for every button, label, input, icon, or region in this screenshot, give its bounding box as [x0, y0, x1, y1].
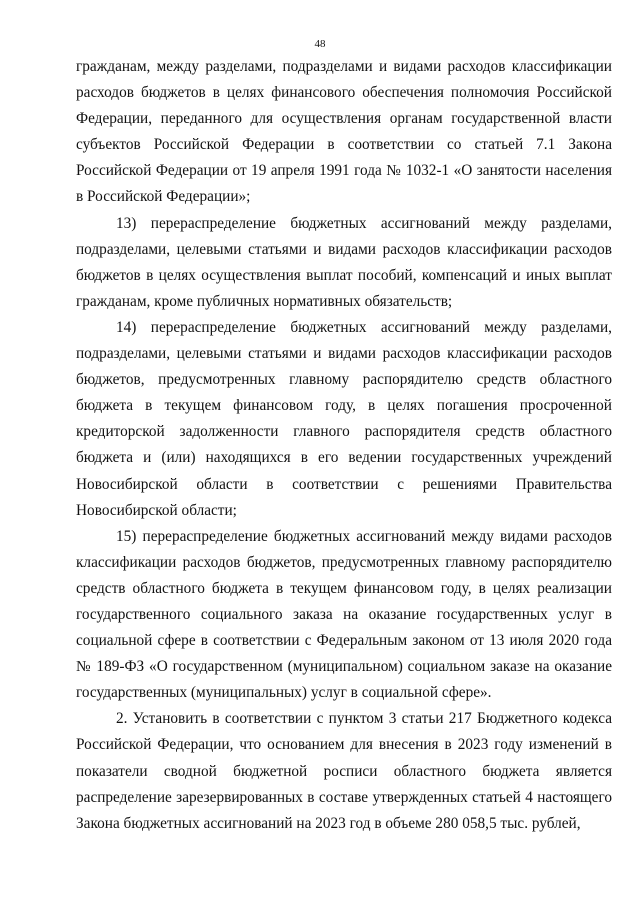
- page-number: 48: [314, 38, 326, 50]
- paragraph-item-13: 13) перераспределение бюджетных ассигнований между разделами, подразделами, целевыми статьями и видами расходов классификации расходов бюджетов в целях осуществления выплат пособий, компенсаций и иных выплат гражданам, кроме публичных нормативных обязательств;: [76, 214, 612, 310]
- document-body: [76, 54, 612, 837]
- paragraph-item-14: 14) перераспределение бюджетных ассигнований между разделами, подразделами, целевыми статьями и видами расходов классификации расходов бюджетов, предусмотренных главному распорядителю средств областного бюджета в текущем финансовом году, в целях погашения просроченной кредиторской задолженности главного распорядителя средств областного бюджета и (или) находящихся в его ведении государственных учреждений Новосибирской области в соответствии с решениями Правительства Новосибирской области;: [76, 318, 612, 519]
- paragraph-continuation: гражданам, между разделами, подразделами и видами расходов классификации расходов бюджетов в целях финансового обеспечения полномочия Российской Федерации, переданного для осуществления органам государственной власти субъектов Российской Федерации в соответствии со статьей 7.1 Закона Российской Федерации от 19 апреля 1991 года № 1032-1 «О занятости населения в Российской Федерации»;: [76, 58, 612, 206]
- paragraph-item-15: 15) перераспределение бюджетных ассигнований между видами расходов классификации расходов бюджетов, предусмотренных главному распорядителю средств областного бюджета в текущем финансовом году, в целях реализации государственного социального заказа на оказание государственных услуг в социальной сфере в соответствии с Федеральным законом от 13 июля 2020 года № 189-ФЗ «О государственном (муниципальном) социальном заказе на оказание государственных (муниципальных) услуг в социальной сфере».: [76, 527, 612, 702]
- paragraph-section-2: 2. Установить в соответствии с пунктом 3 статьи 217 Бюджетного кодекса Российской Федерации, что основанием для внесения в 2023 году изменений в показатели сводной бюджетной росписи областного бюджета является распределение зарезервированных в составе утвержденных статьей 4 настоящего Закона бюджетных ассигнований на 2023 год в объеме 280 058,5 тыс. рублей,: [76, 710, 612, 832]
